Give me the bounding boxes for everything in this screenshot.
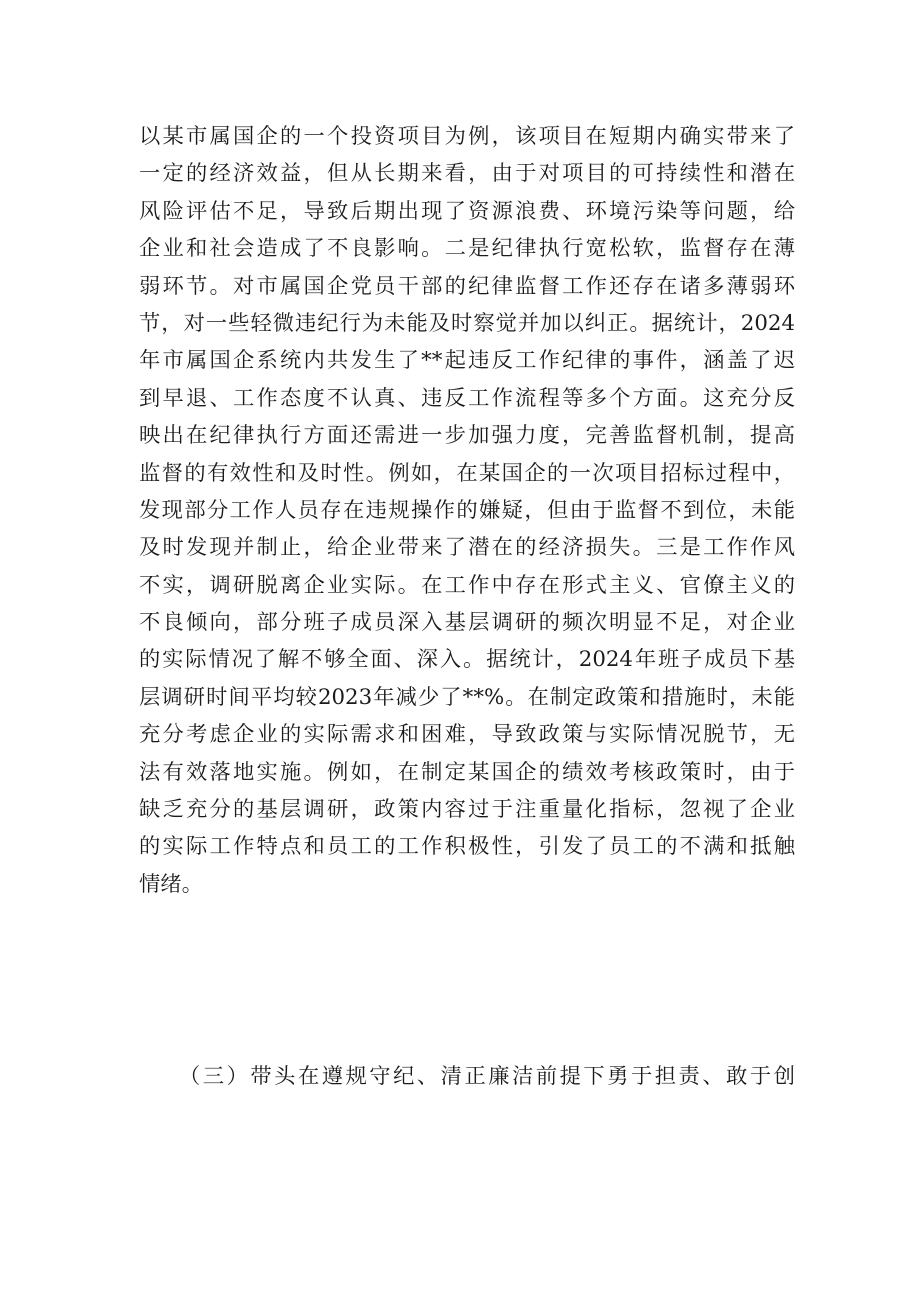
- text-line: 风险评估不足，导致后期出现了资源浪费、环境污染等问题，给: [139, 198, 795, 224]
- text-line: 企业和社会造成了不良影响。二是纪律执行宽松软，监督存在薄: [139, 236, 795, 262]
- text-line: 的实际工作特点和员工的工作积极性，引发了员工的不满和抵触: [139, 834, 795, 860]
- text-line: 充分考虑企业的实际需求和困难，导致政策与实际情况脱节，无: [139, 722, 795, 748]
- text-line: 以某市属国企的一个投资项目为例，该项目在短期内确实带来了: [139, 124, 795, 149]
- text-line: 发现部分工作人员存在违规操作的嫌疑，但由于监督不到位，未能: [139, 497, 795, 523]
- body-paragraph: [139, 118, 795, 903]
- text-line: 的实际情况了解不够全面、深入。据统计，2024年班子成员下基: [139, 647, 795, 673]
- text-line: 节，对一些轻微违纪行为未能及时察觉并加以纠正。据统计，2024: [139, 310, 795, 336]
- text-line: 一定的经济效益，但从长期来看，由于对项目的可持续性和潜在: [139, 161, 795, 187]
- text-line: 层调研时间平均较2023年减少了**%。在制定政策和措施时，未能: [139, 684, 795, 710]
- text-line: 监督的有效性和及时性。例如，在某国企的一次项目招标过程中，: [139, 460, 795, 486]
- text-line: 不实，调研脱离企业实际。在工作中存在形式主义、官僚主义的: [139, 572, 795, 598]
- text-line: 映出在纪律执行方面还需进一步加强力度，完善监督机制，提高: [139, 423, 795, 449]
- section-heading: （三）带头在遵规守纪、清正廉洁前提下勇于担责、敢于创: [179, 1064, 795, 1089]
- text-line: 弱环节。对市属国企党员干部的纪律监督工作还存在诸多薄弱环: [139, 273, 795, 299]
- text-line: 情绪。: [139, 871, 203, 897]
- text-line: 到早退、工作态度不认真、违反工作流程等多个方面。这充分反: [139, 385, 795, 411]
- text-line: 不良倾向，部分班子成员深入基层调研的频次明显不足，对企业: [139, 610, 795, 636]
- text-line: 年市属国企系统内共发生了**起违反工作纪律的事件，涵盖了迟: [139, 348, 795, 374]
- text-line: 缺乏充分的基层调研，政策内容过于注重量化指标，忽视了企业: [139, 797, 795, 823]
- text-line: 及时发现并制止，给企业带来了潜在的经济损失。三是工作作风: [139, 535, 795, 561]
- text-line: 法有效落地实施。例如，在制定某国企的绩效考核政策时，由于: [139, 759, 795, 785]
